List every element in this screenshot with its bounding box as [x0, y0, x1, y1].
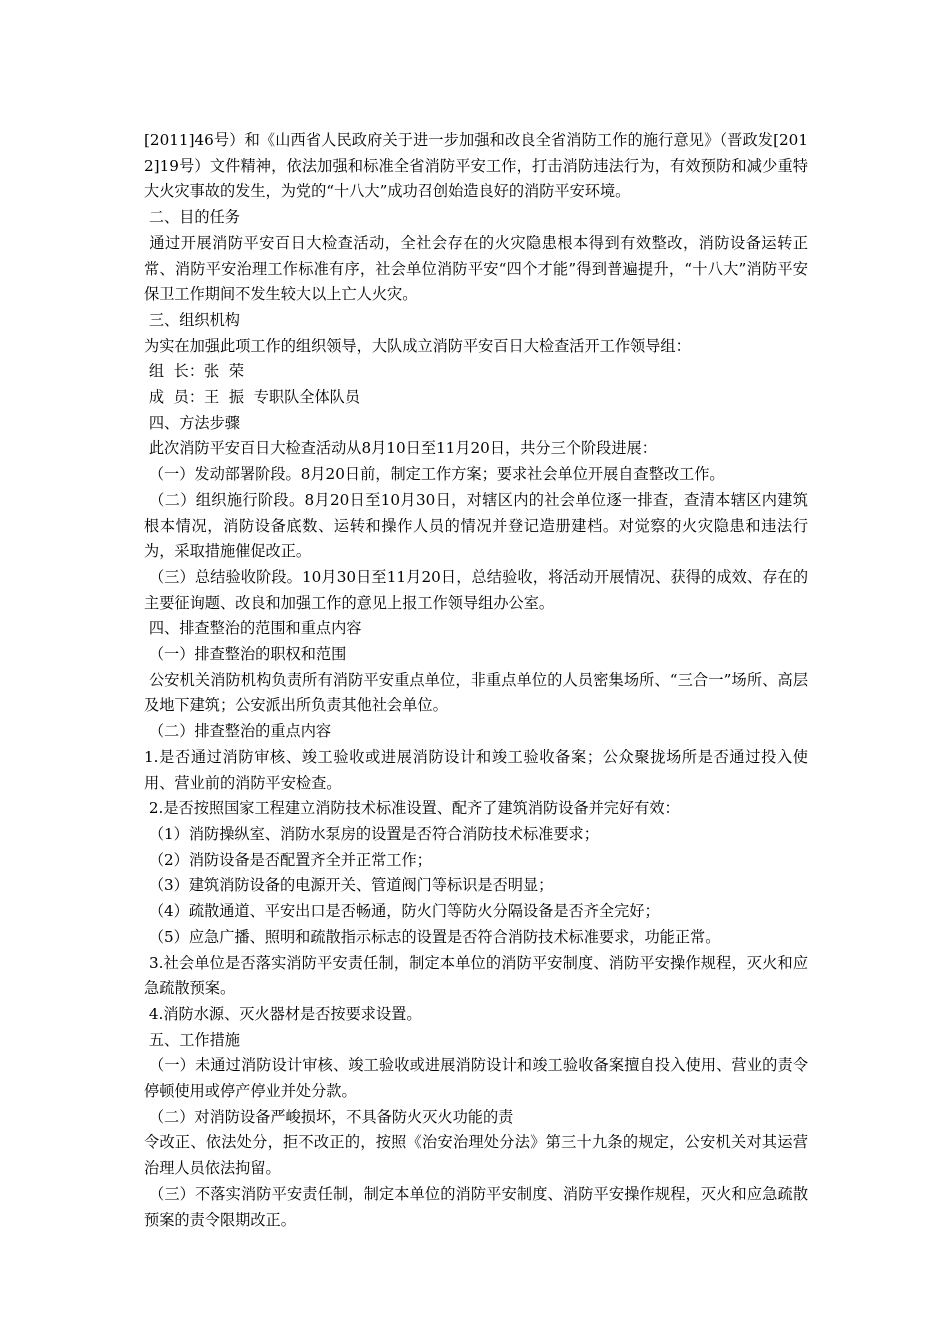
- paragraph-scope-authority: 公安机关消防机构负责所有消防平安重点单位，非重点单位的人员密集场所、“三合一”场所、高层及地下建筑；公安派出所负责其他社会单位。: [144, 670, 809, 715]
- heading-measures: 五、工作措施: [144, 1030, 240, 1049]
- group-leader-line: 组 长：张 荣: [144, 362, 245, 381]
- paragraph-intro-continued: [2011]46号）和《山西省人民政府关于进一步加强和改良全省消防工作的施行意见》（晋政发[2012]19号）文件精神，依法加强和标准全省消防平安工作，打击消防违法行为，有效预防和减少重特大火灾事故的发生，为党的“十八大”成功召创始造良好的消防平安环境。: [144, 131, 808, 201]
- paragraph-stage-3: （三）总结验收阶段。10月30日至11月20日，总结验收，将活动开展情况、获得的成效、存在的主要征询题、改良和加强工作的意见上报工作领导组办公室。: [144, 567, 809, 612]
- measure-2-continued: 令改正、依法处分，拒不改正的，按照《治安治理处分法》第三十九条的规定，公安机关对其运营治理人员依法拘留。: [144, 1133, 808, 1178]
- sub-item-4: （4）疏散通道、平安出口是否畅通，防火门等防火分隔设备是否齐全完好；: [144, 902, 660, 921]
- sub-item-5: （5）应急广播、照明和疏散指示标志的设置是否符合消防技术标准要求，功能正常。: [144, 927, 721, 946]
- list-item-4: 4.消防水源、灭火器材是否按要求设置。: [144, 1004, 422, 1023]
- subheading-key-content: （二）排查整治的重点内容: [144, 722, 332, 741]
- list-item-2: 2.是否按照国家工程建立消防技术标准设置、配齐了建筑消防设备并完好有效：: [144, 799, 680, 818]
- heading-scope: 四、排查整治的范围和重点内容: [144, 619, 362, 638]
- paragraph-stage-1: （一）发动部署阶段。8月20日前，制定工作方案；要求社会单位开展自查整改工作。: [144, 465, 725, 484]
- group-members-line: 成 员：王 振 专职队全体队员: [144, 388, 361, 407]
- sub-item-2: （2）消防设备是否配置齐全并正常工作；: [144, 850, 432, 869]
- list-item-3: 3.社会单位是否落实消防平安责任制，制定本单位的消防平安制度、消防平安操作规程，灭火和应急疏散预案。: [144, 953, 809, 998]
- paragraph-objectives: 通过开展消防平安百日大检查活动，全社会存在的火灾隐患根本得到有效整改，消防设备运转正常、消防平安治理工作标准有序，社会单位消防平安“四个才能”得到普遍提升，“十八大”消防平安保卫工作期间不发生较大以上亡人火灾。: [144, 233, 809, 304]
- measure-2: （二）对消防设备严峻损坏，不具备防火灭火功能的责: [144, 1107, 514, 1126]
- paragraph-stage-2: （二）组织施行阶段。8月20日至10月30日，对辖区内的社会单位逐一排查，查清本辖区内建筑根本情况，消防设备底数、运转和操作人员的情况并登记造册建档。对觉察的火灾隐患和违法行为，采取措施催促改正。: [144, 490, 808, 561]
- sub-item-3: （3）建筑消防设备的电源开关、管道阀门等标识是否明显；: [144, 876, 554, 895]
- subheading-scope-authority: （一）排查整治的职权和范围: [144, 645, 347, 664]
- heading-organization: 三、组织机构: [144, 310, 240, 329]
- document-page: [144, 128, 808, 1233]
- heading-methods: 四、方法步骤: [144, 413, 240, 432]
- paragraph-organization: 为实在加强此项工作的组织领导，大队成立消防平安百日大检查活开工作领导组：: [144, 336, 691, 355]
- heading-objectives: 二、目的任务: [144, 208, 240, 227]
- list-item-1: 1.是否通过消防审核、竣工验收或进展消防设计和竣工验收备案；公众聚拢场所是否通过投入使用、营业前的消防平安检查。: [144, 747, 808, 792]
- measure-1: （一）未通过消防设计审核、竣工验收或进展消防设计和竣工验收备案擅自投入使用、营业的责令停顿使用或停产停业并处分款。: [144, 1056, 809, 1101]
- measure-3: （三）不落实消防平安责任制，制定本单位的消防平安制度、消防平安操作规程，灭火和应急疏散预案的责令限期改正。: [144, 1184, 809, 1229]
- sub-item-1: （1）消防操纵室、消防水泵房的设置是否符合消防技术标准要求；: [144, 824, 599, 843]
- paragraph-methods-intro: 此次消防平安百日大检查活动从8月10日至11月20日，共分三个阶段进展：: [144, 439, 657, 458]
